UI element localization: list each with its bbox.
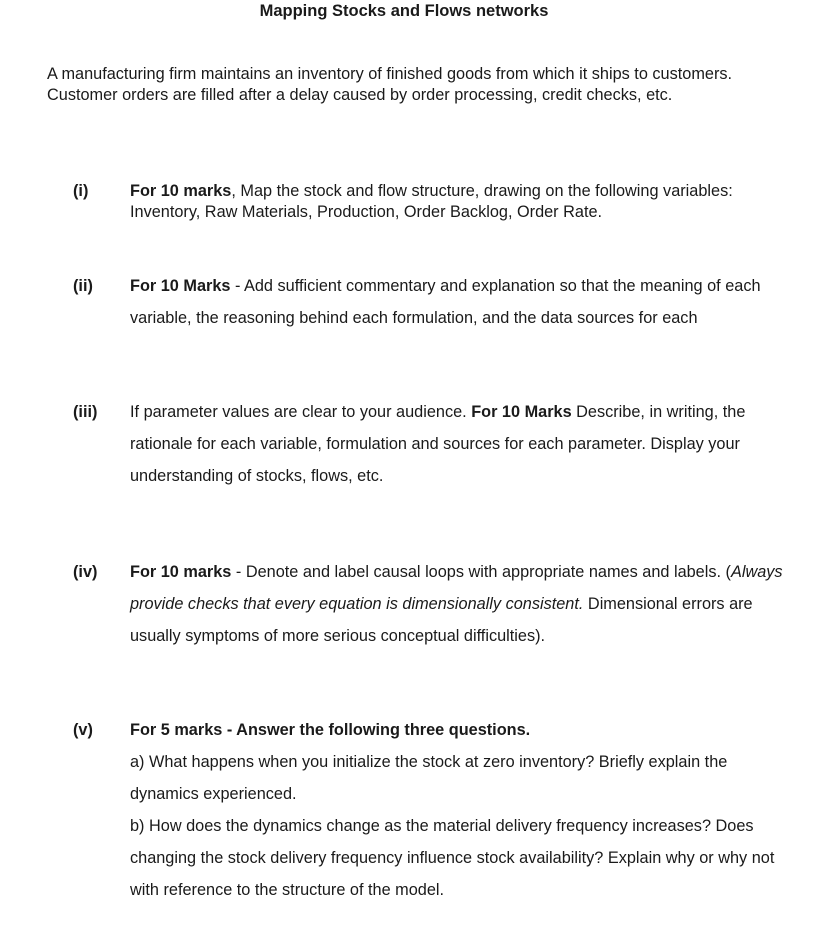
- question-text: [130, 181, 790, 223]
- question-body: Describe, in writing, the rationale for each variable, formulation and sources for each parameter. Display your understanding of stocks, flows, etc.: [130, 403, 746, 485]
- marks-label: For 10 marks: [130, 182, 232, 200]
- sub-question-a: a) What happens when you initialize the stock at zero inventory? Briefly explain the dynamics experienced.: [130, 753, 728, 803]
- marks-label: For 10 Marks: [471, 403, 572, 421]
- marks-label: For 10 marks: [130, 563, 232, 581]
- question-body: , Map the stock and flow structure, drawing on the following variables: Inventory, Raw Materials, Production, Order Backlog, Order Rate.: [130, 182, 733, 221]
- question-preamble: If parameter values are clear to your audience.: [130, 403, 472, 421]
- italic-note: Always provide checks that every equation is dimensionally consistent.: [130, 563, 783, 613]
- question-number: (iii): [73, 403, 98, 421]
- question-text: [130, 270, 790, 334]
- question-number: (v): [73, 721, 93, 739]
- intro-paragraph: A manufacturing firm maintains an inventory of finished goods from which it ships to customers. Customer orders are filled after a delay caused by order processing, credit checks, etc.: [47, 65, 733, 104]
- question-header: [130, 714, 790, 746]
- marks-label: For 10 Marks: [130, 277, 231, 295]
- question-body: - Denote and label causal loops with appropriate names and labels. (: [231, 563, 731, 581]
- question-text: [130, 396, 790, 492]
- question-text: [130, 556, 790, 652]
- marks-label: For 5 marks -: [130, 721, 233, 739]
- document-title: Mapping Stocks and Flows networks: [259, 2, 549, 20]
- question-number: (iv): [73, 563, 98, 581]
- question-body: - Add sufficient commentary and explanation so that the meaning of each variable, the reasoning behind each formulation, and the data sources for each: [130, 277, 761, 327]
- question-number: (ii): [73, 277, 93, 295]
- question-number: (i): [73, 182, 89, 200]
- question-tail: Dimensional errors are usually symptoms of more serious conceptual difficulties).: [130, 595, 753, 645]
- question-body: Answer the following three questions.: [232, 721, 531, 739]
- sub-question-b: b) How does the dynamics change as the material delivery frequency increases? Does changing the stock delivery frequency influence stock availability? Explain why or why not with reference to the structure of the model.: [130, 817, 775, 899]
- question-text: [130, 714, 790, 906]
